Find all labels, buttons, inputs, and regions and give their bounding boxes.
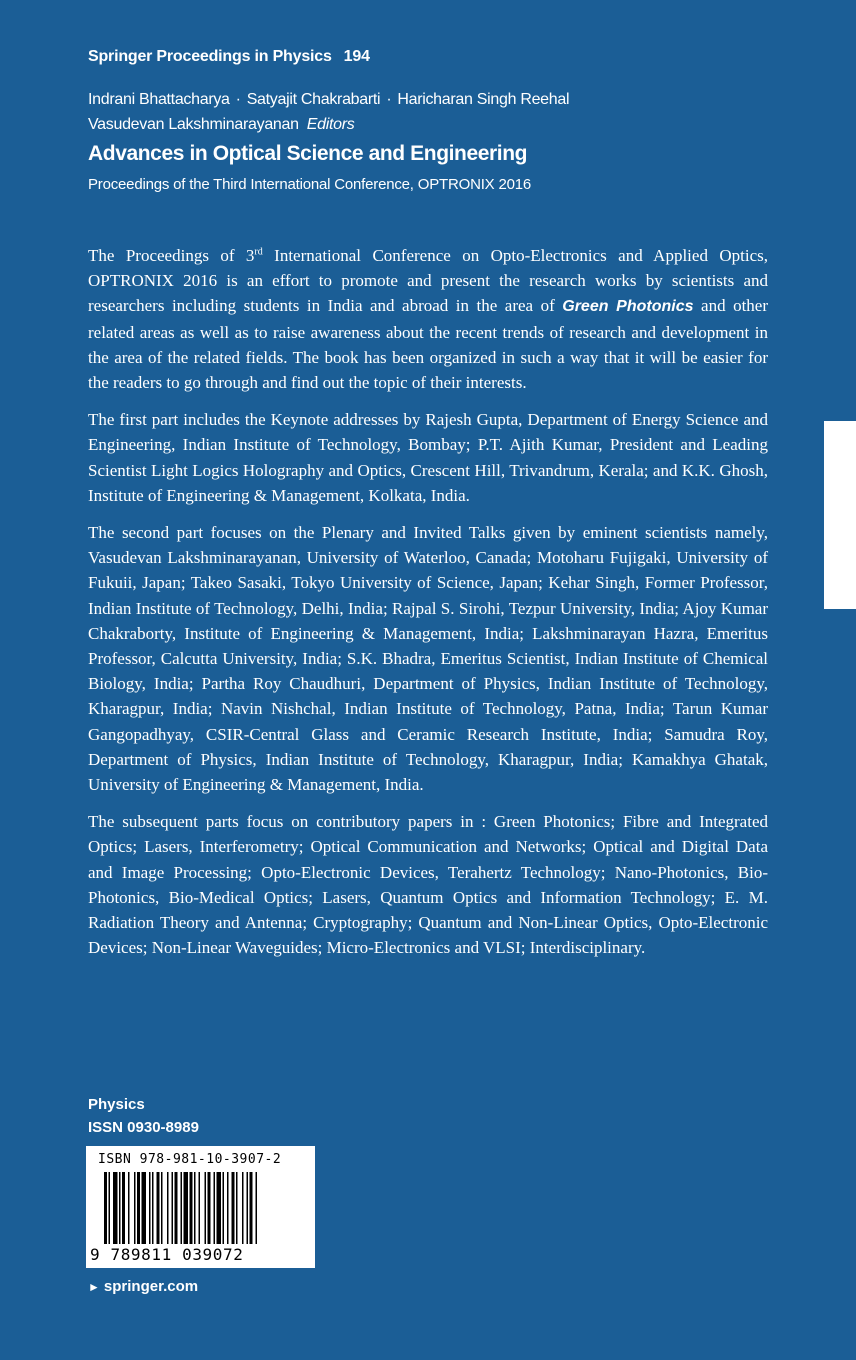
editors-block — [88, 87, 569, 137]
barcode-bar — [161, 1172, 163, 1244]
editors-line-1 — [88, 87, 569, 112]
spine-tab — [824, 421, 856, 609]
series-name: Springer Proceedings in Physics — [88, 48, 332, 65]
barcode-bar — [113, 1172, 118, 1244]
description — [88, 243, 768, 972]
description-paragraph-1 — [88, 243, 768, 395]
barcode-bar — [190, 1172, 193, 1244]
issn: ISSN 0930-8989 — [88, 1119, 199, 1136]
barcode-bar — [152, 1172, 154, 1244]
editor-separator: · — [386, 91, 392, 108]
barcode-bar — [172, 1172, 174, 1244]
barcode-bar — [214, 1172, 216, 1244]
series-number: 194 — [343, 48, 370, 65]
description-paragraph-3: The second part focuses on the Plenary and Invited Talks given by eminent scientists namely, Vasudevan Lakshminarayanan, University of Waterloo, Canada; Motoharu Fujigaki, University of Fukuii, Japan; Takeo Sasaki, Tokyo University of Science, Japan; Kehar Singh, Former Professor, Indian Institute of Technology, Delhi, India; Rajpal S. Sirohi, Tezpur University, India; Ajoy Kumar Chakraborty, Institute of Engineering & Management, India; Lakshminarayan Hazra, Emeritus Professor, Calcutta University, India; S.K. Bhadra, Emeritus Scientist, Indian Institute of Chemical Biology, India; Partha Roy Chaudhuri, Department of Physics, Indian Institute of Technology, Kharagpur, India; Navin Nishchal, Indian Institute of Technology, Patna, India; Tarun Kumar Gangopadhyay, CSIR-Central Glass and Ceramic Research Institute, India; Samudra Roy, Department of Physics, Indian Institute of Technology, Kharagpur, India; Kamakhya Ghatak, University of Engineering & Management, India. — [88, 523, 768, 795]
barcode-bar — [217, 1172, 222, 1244]
barcode-bar — [167, 1172, 169, 1244]
editors-line-2 — [88, 112, 569, 137]
text-run: The Proceedings of — [88, 246, 246, 265]
series-line — [88, 48, 370, 66]
barcode-bar — [109, 1172, 111, 1244]
text-run: 3 — [245, 246, 255, 265]
barcode-bar — [247, 1172, 249, 1244]
barcode-bar — [149, 1172, 151, 1244]
editor-name: Haricharan Singh Reehal — [397, 91, 570, 108]
barcode-bar — [134, 1172, 136, 1244]
arrow-right-icon: ► — [88, 1279, 100, 1294]
description-paragraph-2: The first part includes the Keynote addresses by Rajesh Gupta, Department of Energy Science and Engineering, Indian Institute of Technology, Bombay; P.T. Ajith Kumar, President and Leading Scientist Light Logics Holography and Optics, Crescent Hill, Trivandrum, Kerala; and K.K. Ghosh, Institute of Engineering & Management, Kolkata, India. — [88, 410, 768, 505]
barcode-digits: 9 789811 039072 — [90, 1245, 244, 1264]
barcode-bar — [181, 1172, 183, 1244]
publisher-link[interactable] — [88, 1278, 198, 1295]
barcode-bar — [227, 1172, 229, 1244]
barcode-bar — [194, 1172, 196, 1244]
barcode-bar — [142, 1172, 147, 1244]
barcode-box — [86, 1146, 315, 1268]
barcode-bar — [175, 1172, 178, 1244]
isbn-label: ISBN 978-981-10-3907-2 — [98, 1152, 282, 1167]
barcode-bar — [137, 1172, 140, 1244]
barcode-bar — [208, 1172, 211, 1244]
barcode-bar — [104, 1172, 107, 1244]
barcode-bar — [242, 1172, 244, 1244]
barcode-bar — [256, 1172, 258, 1244]
subject-category: Physics — [88, 1096, 145, 1113]
editor-name: Satyajit Chakrabarti — [246, 91, 381, 108]
editor-name: Vasudevan Lakshminarayanan — [88, 116, 299, 133]
barcode-bar — [119, 1172, 121, 1244]
editor-name: Indrani Bhattacharya — [88, 91, 230, 108]
book-title: Advances in Optical Science and Engineering — [88, 142, 528, 165]
barcode-bar — [199, 1172, 201, 1244]
barcode-bar — [205, 1172, 207, 1244]
description-paragraph-4: The subsequent parts focus on contributory papers in : Green Photonics; Fibre and Integrated Optics; Lasers, Interferometry; Optical Communication and Networks; Optical and Digital Data and Image Processing; Opto-Electronic Devices, Terahertz Technology; Nano-Photonics, Bio-Photonics, Bio-Medical Optics; Lasers, Quantum Optics and Information Technology; E. M. Radiation Theory and Antenna; Cryptography; Quantum and Non-Linear Optics, Opto-Electronic Devices; Non-Linear Waveguides; Micro-Electronics and VLSI; Interdisciplinary. — [88, 812, 768, 958]
barcode-bar — [122, 1172, 125, 1244]
publisher-url: springer.com — [103, 1278, 199, 1295]
emphasis-text: Green Photonics — [562, 298, 694, 316]
superscript: rd — [254, 246, 263, 258]
barcode-bar — [232, 1172, 235, 1244]
barcode-bar — [223, 1172, 225, 1244]
text-run: International Conference on Opto-Electronics and Applied Optics, OPTRONIX 2016 is an effort to promote and present the research works by scientists and researchers including students in India and abroad in the area of — [88, 246, 768, 316]
book-subtitle: Proceedings of the Third International Conference, OPTRONIX 2016 — [88, 176, 532, 193]
barcode-bar — [250, 1172, 253, 1244]
barcode-bar — [128, 1172, 130, 1244]
barcode-icon — [104, 1172, 300, 1244]
barcode-bar — [236, 1172, 238, 1244]
editor-separator: · — [235, 91, 241, 108]
editors-role: Editors — [306, 116, 355, 133]
text-run: and other related areas as well as to raise awareness about the recent trends of research and development in the area of the related fields. The book has been organized in such a way that it will be easier for the readers to go through and find out the topic of their interests. — [88, 296, 768, 393]
barcode-bar — [157, 1172, 160, 1244]
barcode-bar — [184, 1172, 189, 1244]
